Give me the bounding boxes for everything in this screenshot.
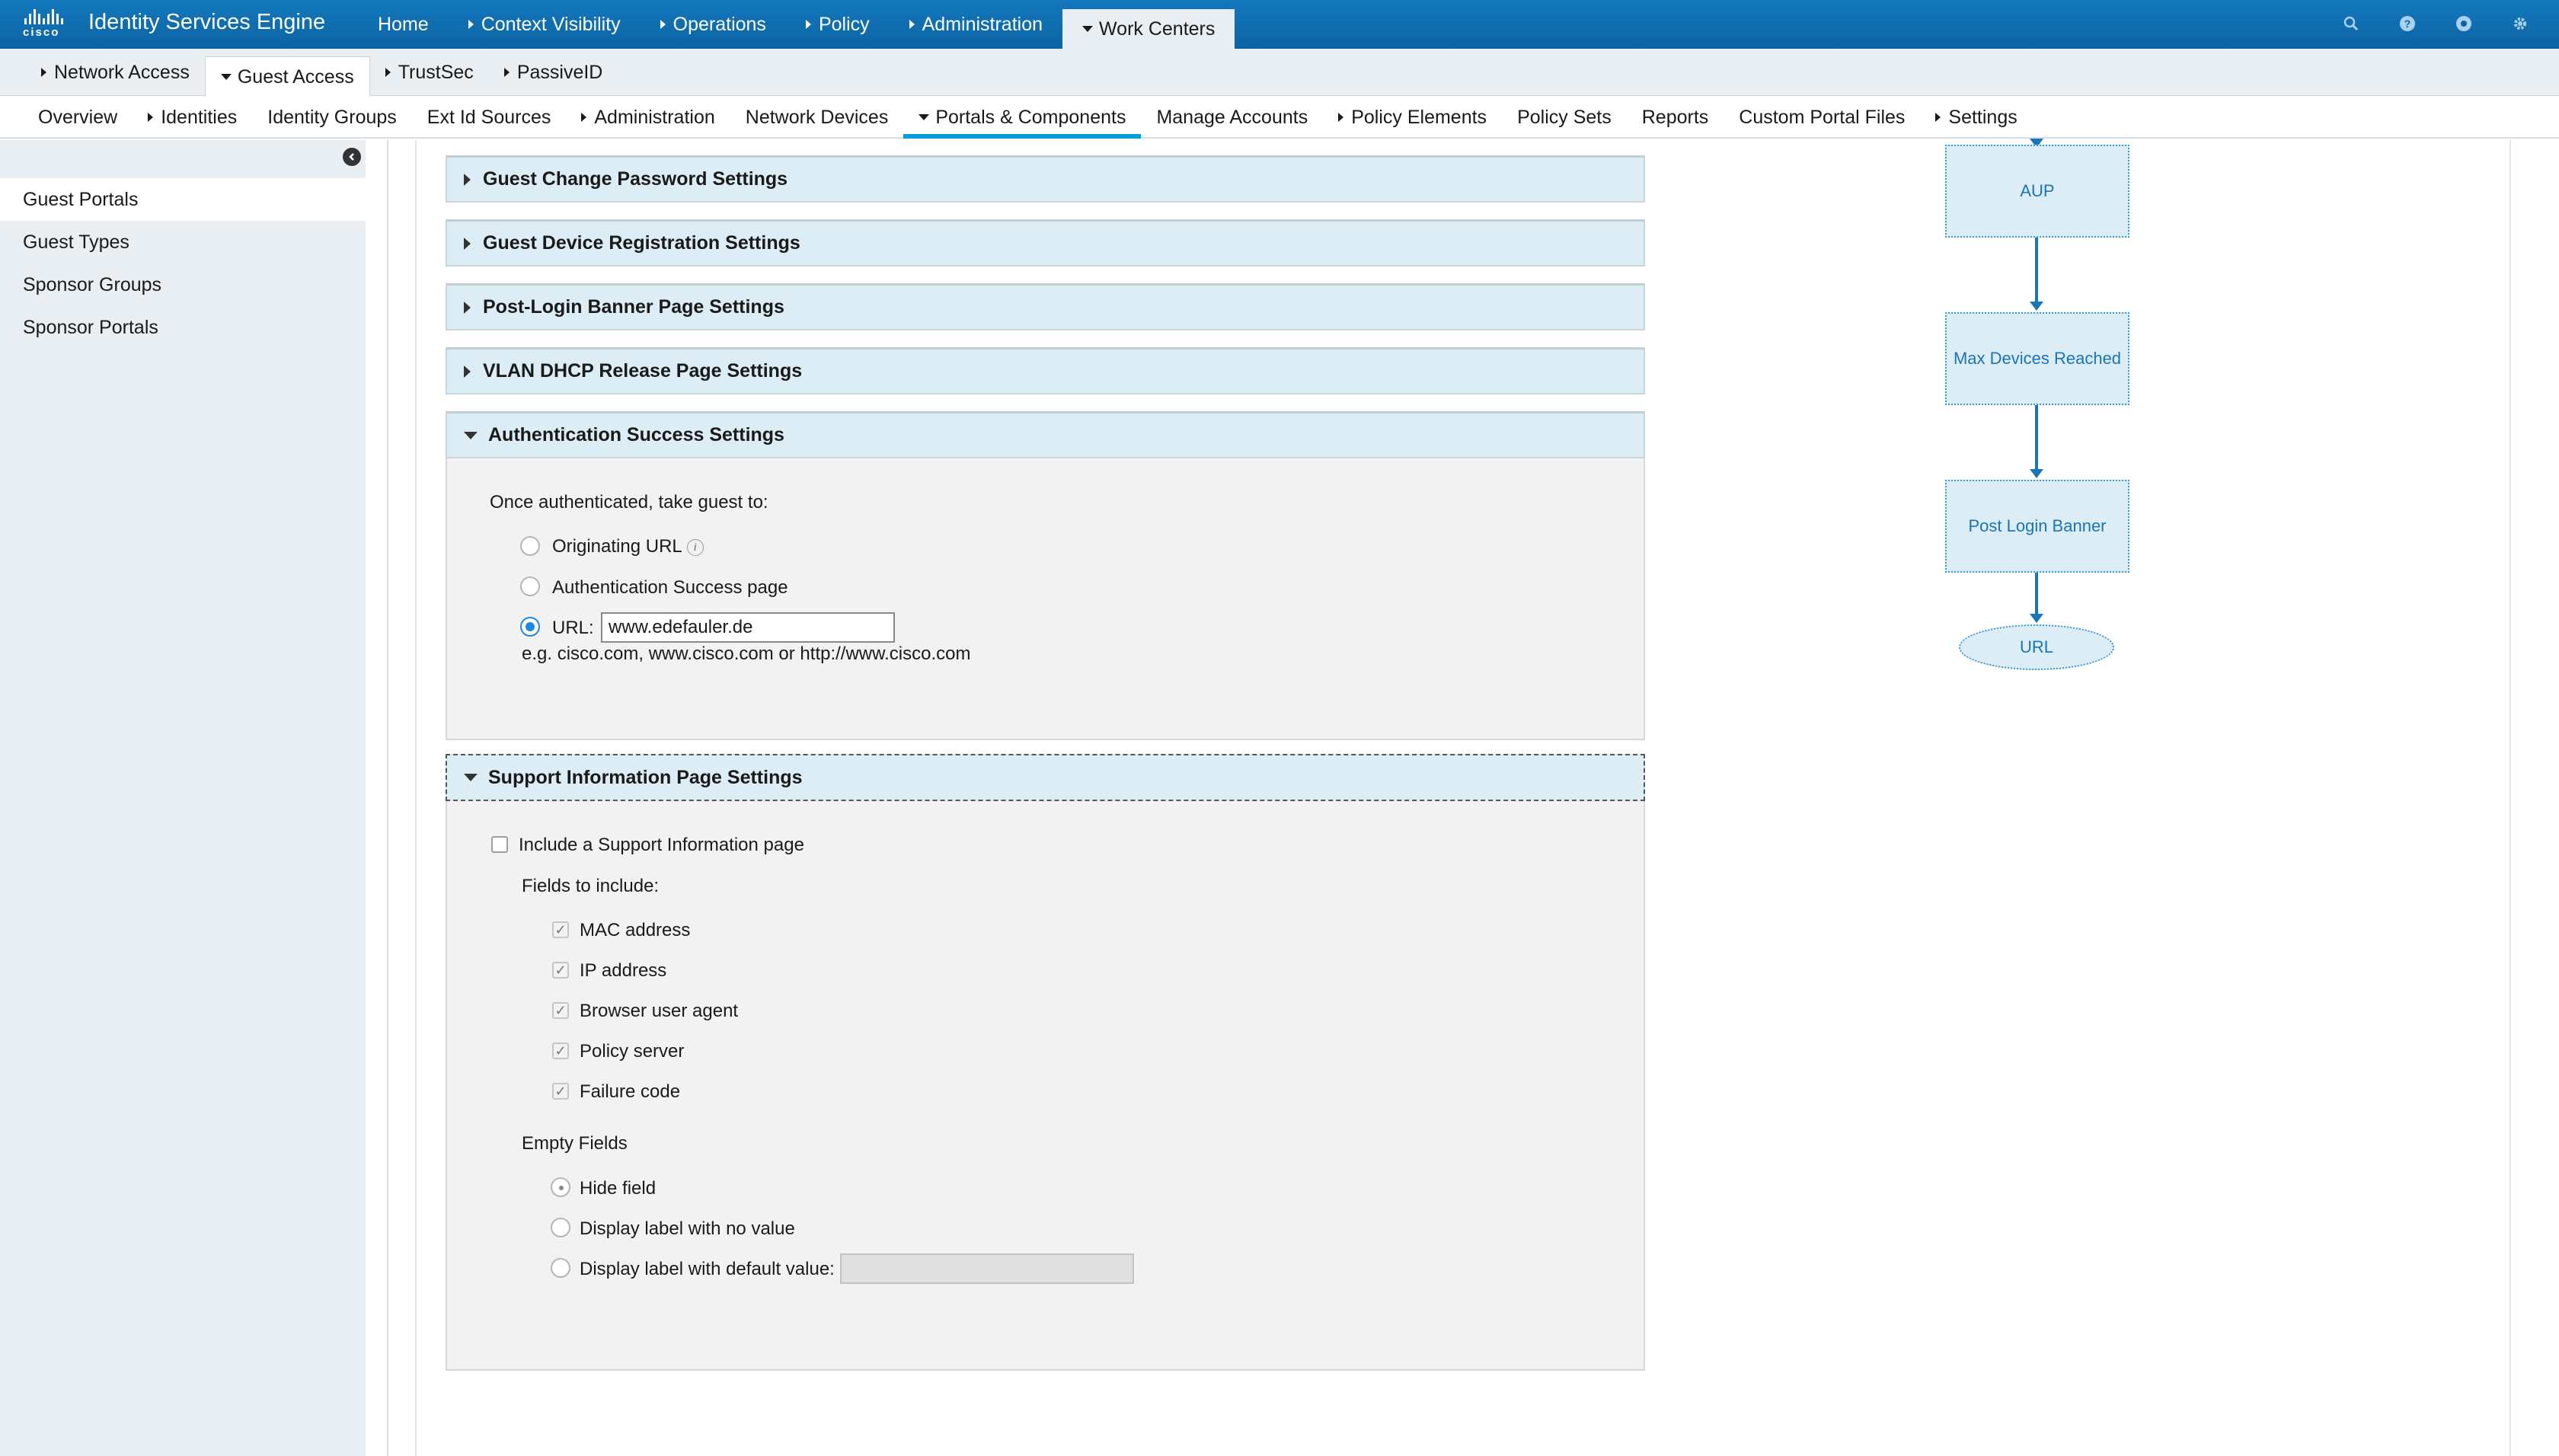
- sub-nav-network-access[interactable]: Network Access: [26, 49, 205, 96]
- top-nav-home[interactable]: Home: [378, 13, 429, 35]
- section-header-post-login-banner[interactable]: Post-Login Banner Page Settings: [446, 283, 1645, 330]
- caret-right-icon: [660, 20, 666, 29]
- url-example-hint: e.g. cisco.com, www.cisco.com or http://www.cisco.com: [522, 643, 971, 664]
- label-browser-user-agent: Browser user agent: [580, 1001, 739, 1021]
- expand-down-icon: [464, 774, 478, 781]
- expand-right-icon: [464, 366, 471, 378]
- expand-right-icon: [464, 238, 471, 250]
- flow-node-url[interactable]: URL: [1959, 624, 2114, 670]
- tab-policy-sets[interactable]: Policy Sets: [1517, 106, 1612, 128]
- top-nav-operations[interactable]: Operations: [641, 0, 786, 49]
- guest-access-nav: [0, 96, 2559, 139]
- top-icons: [2343, 15, 2529, 32]
- sidebar-item-sponsor-portals[interactable]: Sponsor Portals: [23, 316, 158, 338]
- checkbox-ip-address[interactable]: ✓: [552, 962, 569, 979]
- section-vlan-dhcp: [446, 347, 1645, 394]
- sub-nav-guest-access[interactable]: Guest Access: [205, 56, 370, 97]
- section-change-password: [446, 155, 1645, 203]
- label-failure-code: Failure code: [580, 1081, 681, 1102]
- label-label-default-value: Display label with default value:: [580, 1259, 835, 1279]
- sidebar: [0, 140, 366, 1456]
- caret-right-icon: [1338, 113, 1343, 122]
- flow-arrow: [2035, 573, 2038, 620]
- label-mac-address: MAC address: [580, 920, 691, 940]
- tab-policy-elements[interactable]: Policy Elements: [1323, 96, 1502, 139]
- section-post-login-banner: [446, 283, 1645, 330]
- caret-down-icon: [1082, 26, 1093, 32]
- support-info-body: [446, 801, 1645, 1371]
- caret-down-icon: [918, 114, 929, 120]
- work-center-nav: [0, 49, 2559, 96]
- auth-success-body: [446, 458, 1645, 740]
- caret-right-icon: [806, 20, 811, 29]
- help-icon[interactable]: [2399, 15, 2416, 32]
- settings-circle-icon[interactable]: [2455, 15, 2472, 32]
- radio-label-default-value[interactable]: [551, 1258, 570, 1278]
- expand-down-icon: [464, 432, 478, 439]
- section-header-auth-success[interactable]: Authentication Success Settings: [446, 411, 1645, 458]
- sidebar-item-guest-types[interactable]: Guest Types: [23, 231, 129, 253]
- url-input[interactable]: [601, 612, 895, 643]
- auth-success-prompt: Once authenticated, take guest to:: [490, 492, 768, 512]
- top-nav-context-visibility[interactable]: Context Visibility: [449, 0, 641, 49]
- radio-originating-url[interactable]: [520, 536, 540, 556]
- checkbox-browser-user-agent[interactable]: ✓: [552, 1002, 569, 1019]
- app-title: Identity Services Engine: [88, 10, 326, 34]
- sub-nav-passiveid[interactable]: PassiveID: [489, 49, 618, 96]
- collapse-sidebar-icon[interactable]: [343, 148, 361, 166]
- section-header-change-password[interactable]: Guest Change Password Settings: [446, 155, 1645, 203]
- label-hide-field: Hide field: [580, 1178, 657, 1199]
- section-header-device-registration[interactable]: Guest Device Registration Settings: [446, 219, 1645, 267]
- caret-right-icon: [41, 68, 46, 77]
- section-support-info: [446, 754, 1645, 1371]
- radio-hide-field[interactable]: [551, 1177, 570, 1197]
- default-value-input[interactable]: [840, 1253, 1134, 1284]
- gear-icon[interactable]: [2512, 15, 2529, 32]
- tab-manage-accounts[interactable]: Manage Accounts: [1156, 106, 1308, 128]
- label-fields-to-include: Fields to include:: [522, 876, 660, 896]
- caret-right-icon: [468, 20, 474, 29]
- sidebar-item-guest-portals[interactable]: Guest Portals: [0, 178, 366, 221]
- tab-reports[interactable]: Reports: [1641, 106, 1709, 128]
- flow-node-max-devices[interactable]: Max Devices Reached: [1945, 312, 2129, 405]
- label-ip-address: IP address: [580, 960, 667, 981]
- radio-url[interactable]: [520, 617, 540, 637]
- tab-overview[interactable]: Overview: [38, 106, 118, 128]
- label-originating-url: Originating URL i: [552, 536, 704, 557]
- tab-custom-portal-files[interactable]: Custom Portal Files: [1739, 106, 1906, 128]
- radio-auth-success-page[interactable]: [520, 576, 540, 596]
- expand-right-icon: [464, 302, 471, 314]
- checkbox-policy-server[interactable]: ✓: [552, 1043, 569, 1059]
- caret-right-icon: [148, 113, 153, 122]
- section-auth-success: [446, 411, 1645, 740]
- tab-identity-groups[interactable]: Identity Groups: [267, 106, 397, 128]
- svg-text:?: ?: [2404, 18, 2411, 30]
- sidebar-item-sponsor-groups[interactable]: Sponsor Groups: [23, 273, 162, 295]
- checkbox-failure-code[interactable]: ✓: [552, 1083, 569, 1100]
- tab-identities[interactable]: Identities: [133, 96, 252, 139]
- label-policy-server: Policy server: [580, 1041, 685, 1062]
- sidebar-divider: [387, 140, 388, 1456]
- top-nav-policy[interactable]: Policy: [786, 0, 890, 49]
- search-icon[interactable]: [2343, 15, 2359, 32]
- top-bar: [0, 0, 2559, 49]
- include-support-page-checkbox[interactable]: [491, 836, 508, 853]
- sub-nav-trustsec[interactable]: TrustSec: [370, 49, 489, 96]
- radio-label-no-value[interactable]: [551, 1218, 570, 1237]
- top-nav: [358, 0, 1235, 49]
- section-header-vlan-dhcp[interactable]: VLAN DHCP Release Page Settings: [446, 347, 1645, 394]
- cisco-logo[interactable]: cisco: [23, 8, 72, 41]
- tab-portals-components[interactable]: Portals & Components: [903, 96, 1141, 139]
- tab-network-devices[interactable]: Network Devices: [745, 106, 889, 128]
- caret-right-icon: [909, 20, 915, 29]
- caret-right-icon: [1935, 113, 1941, 122]
- label-url: URL:: [552, 618, 594, 638]
- tab-ext-id-sources[interactable]: Ext Id Sources: [426, 106, 551, 128]
- flow-node-aup[interactable]: AUP: [1945, 145, 2129, 238]
- section-header-support-info[interactable]: Support Information Page Settings: [446, 754, 1645, 801]
- top-nav-work-centers[interactable]: Work Centers: [1062, 9, 1235, 49]
- label-empty-fields: Empty Fields: [522, 1133, 628, 1154]
- tab-settings[interactable]: Settings: [1920, 96, 2032, 139]
- caret-down-icon: [221, 74, 232, 80]
- label-include-support-page: Include a Support Information page: [519, 835, 804, 855]
- caret-right-icon: [385, 68, 391, 77]
- tab-administration[interactable]: Administration: [566, 96, 730, 139]
- caret-right-icon: [581, 113, 586, 122]
- label-label-no-value: Display label with no value: [580, 1218, 795, 1239]
- section-device-registration: [446, 219, 1645, 267]
- top-nav-administration[interactable]: Administration: [890, 0, 1062, 49]
- flow-node-post-login-banner[interactable]: Post Login Banner: [1945, 480, 2129, 573]
- checkbox-mac-address[interactable]: ✓: [552, 921, 569, 938]
- expand-right-icon: [464, 174, 471, 186]
- caret-right-icon: [504, 68, 510, 77]
- label-auth-success-page: Authentication Success page: [552, 577, 788, 598]
- info-icon[interactable]: i: [687, 539, 704, 556]
- flow-arrow: [2035, 238, 2038, 308]
- flow-arrow: [2035, 405, 2038, 475]
